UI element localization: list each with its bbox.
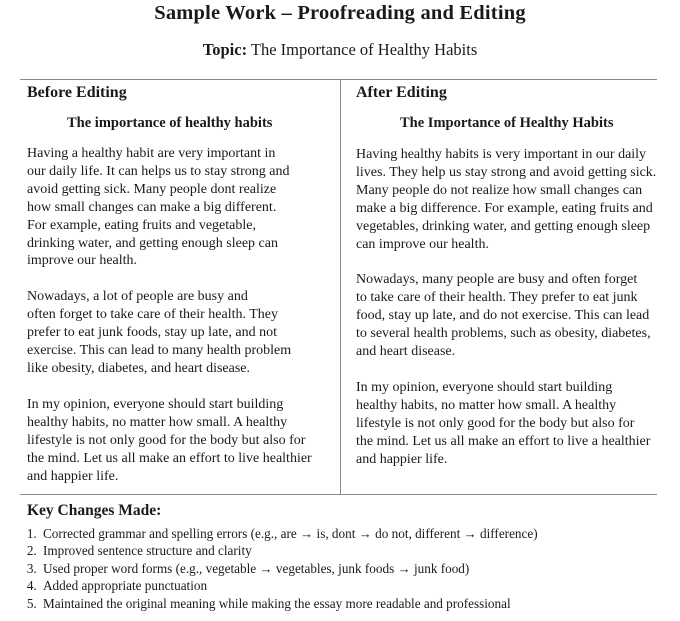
key-change-item: 2. Improved sentence structure and clarity (40, 542, 657, 559)
after-paragraph-2: Nowadays, many people are busy and often forget to take care of their health. They prefer to eat junk food, stay up late, and do not exercise. This can lead to several health problems, such as obesity, diabetes, and heart disease. (356, 272, 651, 360)
after-essay-title: The Importance of Healthy Habits (400, 115, 614, 131)
after-paragraph-3: In my opinion, everyone should start building healthy habits, no matter how small. A healthy lifestyle is not only good for the body but also for the mind. Let us all make an effort to live a healthier and happier life. (356, 379, 651, 467)
topic-value: The Importance of Healthy Habits (250, 40, 478, 59)
before-paragraph-3: In my opinion, everyone should start building healthy habits, no matter how small. A healthy lifestyle is not only good for the body but also for the mind. Let us all make an effort to live healthier and happier life. (27, 396, 312, 484)
before-essay-title: The importance of healthy habits (67, 115, 273, 131)
topic-line (0, 40, 680, 60)
key-change-item: 1. Corrected grammar and spelling errors (e.g., are → is, dont → do not, different → difference) (40, 525, 657, 542)
topic-label: Topic: (202, 40, 248, 59)
after-paragraph-1: Having healthy habits is very important in our daily lives. They help us stay strong and avoid getting sick. Many people do not realize how small changes can make a big difference. For example, eating fruits and vegetables, drinking water, and getting enough sleep can improve our health. (356, 147, 657, 252)
after-editing-heading: After Editing (356, 84, 447, 101)
key-changes-list (27, 525, 657, 612)
before-editing-column (27, 80, 332, 485)
key-change-item: 3. Used proper word forms (e.g., vegetable → vegetables, junk foods → junk food) (40, 560, 657, 577)
after-editing-column (356, 80, 661, 469)
before-editing-heading: Before Editing (27, 84, 127, 101)
key-change-item: 5. Maintained the original meaning while making the essay more readable and professional (40, 595, 657, 612)
key-change-item: 4. Added appropriate punctuation (40, 577, 657, 594)
page-title: Sample Work – Proofreading and Editing (154, 2, 526, 24)
bottom-divider (20, 494, 657, 495)
column-divider (340, 80, 341, 494)
key-changes-section (27, 502, 657, 612)
before-paragraph-1: Having a healthy habit are very important in our daily life. It can helps us to stay strong and avoid getting sick. Many people dont realize how small changes can make a big different. For example, eating fruits and vegetable, drinking water, and getting enough sleep can improve our health. (27, 146, 290, 269)
key-changes-heading: Key Changes Made: (27, 502, 162, 519)
before-paragraph-2: Nowadays, a lot of people are busy and often forget to take care of their health. They prefer to eat junk foods, stay up late, and not exercise. This can lead to many health problem like obesity, diabetes, and heart disease. (27, 289, 292, 376)
